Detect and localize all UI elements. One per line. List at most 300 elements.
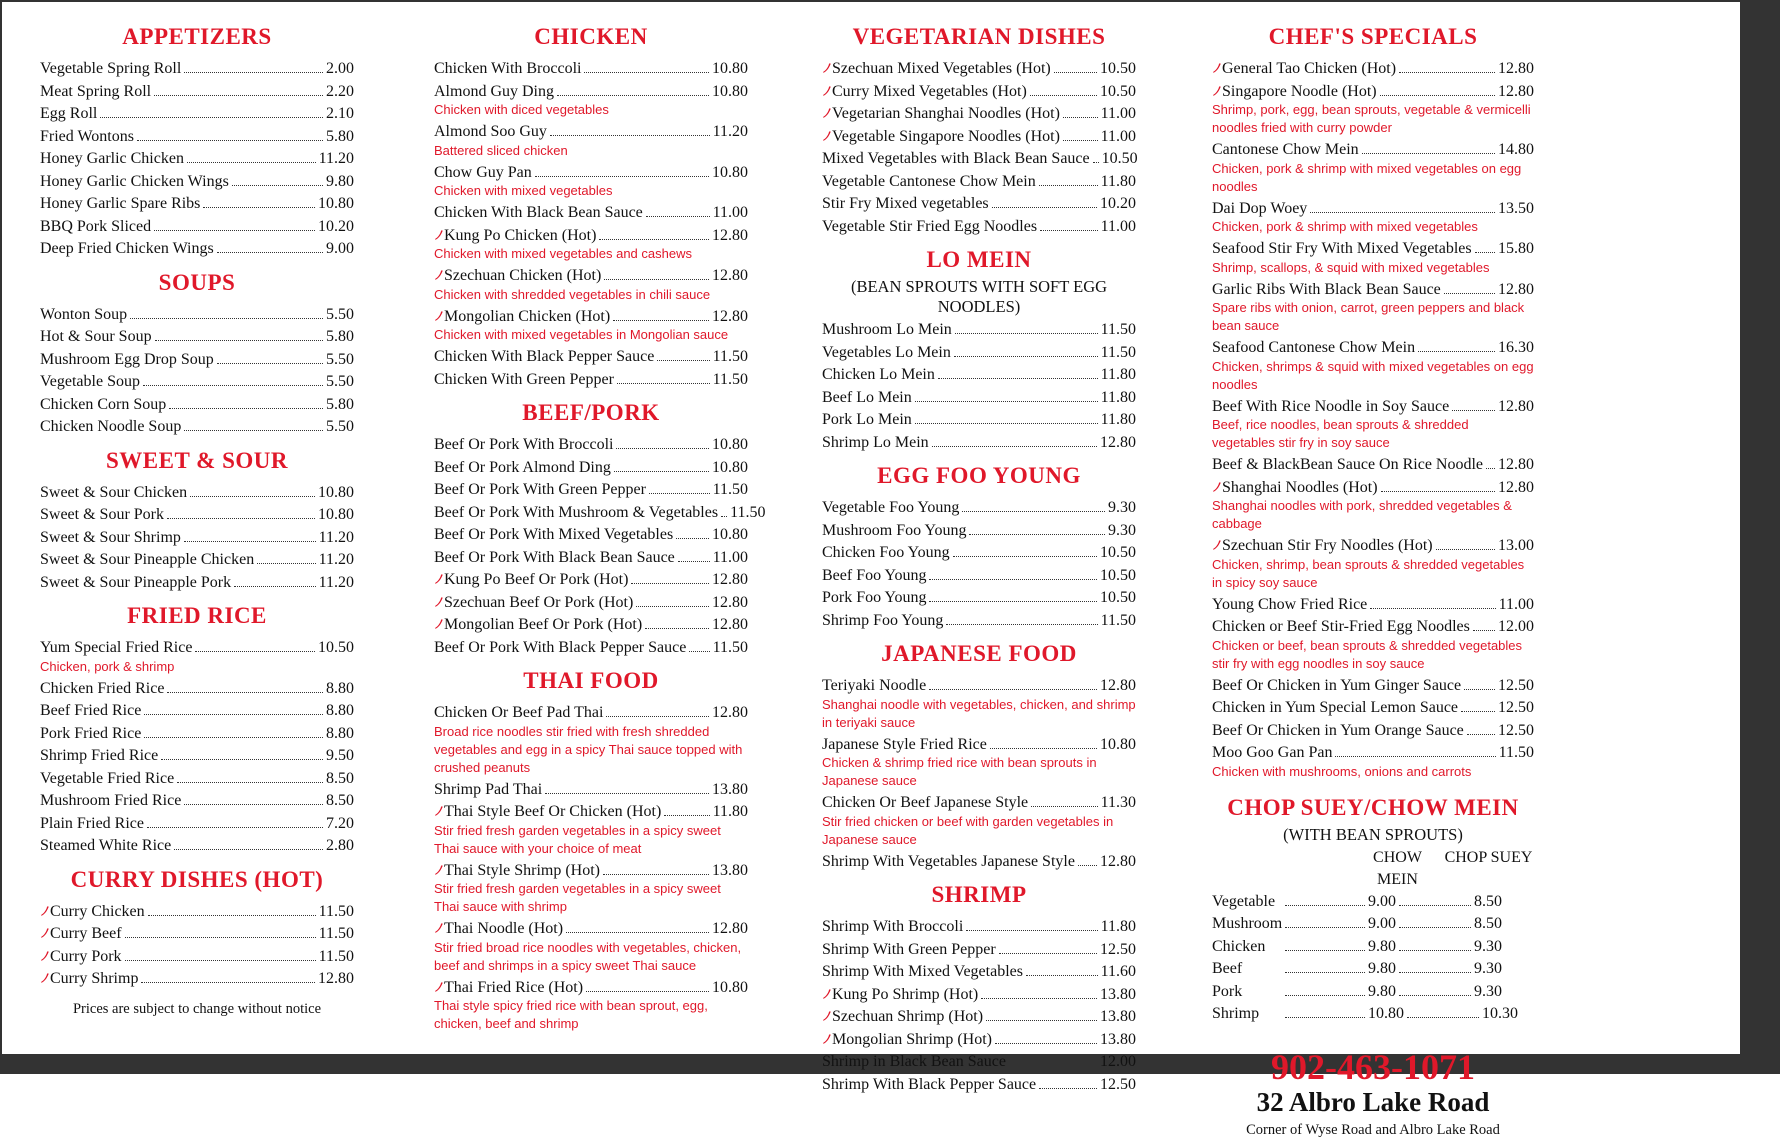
row-name: Vegetable bbox=[1212, 892, 1276, 910]
item-price: 11.50 bbox=[1100, 321, 1136, 338]
item-name-wrap bbox=[40, 171, 229, 194]
leader-dots bbox=[174, 849, 323, 850]
menu-item bbox=[822, 542, 1136, 565]
menu-item bbox=[822, 364, 1136, 387]
menu-item bbox=[434, 779, 748, 802]
item-name-wrap bbox=[40, 58, 181, 81]
item-name-wrap bbox=[434, 479, 646, 502]
item-name: Almond Guy Ding bbox=[434, 82, 554, 100]
leader-dots bbox=[217, 252, 323, 253]
menu-item bbox=[822, 148, 1136, 171]
item-name: Szechuan Beef Or Pork (Hot) bbox=[444, 593, 634, 611]
section-title: VEGETARIAN DISHES bbox=[852, 24, 1106, 49]
menu-section bbox=[40, 24, 354, 261]
menu-item bbox=[1212, 742, 1534, 765]
item-name-wrap bbox=[40, 700, 141, 723]
leader-dots bbox=[1399, 72, 1495, 73]
item-name-wrap bbox=[434, 702, 603, 725]
item-price: 12.80 bbox=[712, 593, 748, 611]
item-name: Beef Or Pork With Broccoli bbox=[434, 436, 614, 453]
item-name: Mushroom Foo Young bbox=[822, 521, 967, 539]
menu-item bbox=[434, 457, 748, 480]
item-name: Chicken or Beef Stir-Fried Egg Noodles bbox=[1212, 618, 1470, 635]
leader-dots bbox=[1054, 72, 1097, 73]
item-name-wrap bbox=[822, 520, 966, 543]
leader-dots bbox=[603, 874, 709, 875]
menu-item bbox=[434, 202, 748, 225]
menu-item bbox=[40, 371, 354, 394]
item-price: 12.80 bbox=[1498, 478, 1534, 496]
item-name-wrap bbox=[822, 103, 1060, 126]
item-price: 11.80 bbox=[1100, 411, 1136, 428]
item-price: 11.00 bbox=[712, 548, 748, 566]
leader-dots bbox=[566, 932, 709, 933]
menu-item bbox=[822, 610, 1136, 633]
row-name: Beef bbox=[1212, 960, 1243, 977]
menu-item bbox=[434, 918, 748, 941]
item-price: 11.50 bbox=[712, 638, 748, 656]
leader-dots bbox=[1486, 468, 1495, 469]
item-name-wrap bbox=[434, 637, 686, 660]
chop-suey-row bbox=[1212, 958, 1534, 981]
item-price: 11.50 bbox=[1100, 611, 1136, 629]
leader-dots bbox=[986, 1020, 1097, 1021]
menu-item bbox=[40, 193, 354, 216]
menu-item bbox=[40, 482, 354, 505]
menu-item bbox=[822, 319, 1136, 342]
item-name-wrap bbox=[40, 768, 174, 791]
section-title: JAPANESE FOOD bbox=[881, 641, 1077, 666]
section-title: THAI FOOD bbox=[523, 668, 659, 693]
menu-item bbox=[1212, 454, 1534, 477]
item-name: Mongolian Beef Or Pork (Hot) bbox=[444, 616, 643, 633]
item-name-wrap bbox=[40, 637, 192, 660]
item-name: Vegetarian Shanghai Noodles (Hot) bbox=[832, 105, 1060, 122]
item-name: Honey Garlic Chicken bbox=[40, 150, 184, 167]
item-price: 11.80 bbox=[1100, 388, 1136, 406]
item-name: Chicken With Black Bean Sauce bbox=[434, 204, 643, 221]
item-name: Chicken With Green Pepper bbox=[434, 370, 614, 388]
item-price: 14.80 bbox=[1498, 141, 1534, 158]
item-name: Curry Pork bbox=[50, 947, 122, 965]
leader-dots bbox=[1335, 756, 1495, 757]
item-name: BBQ Pork Sliced bbox=[40, 217, 152, 235]
item-name-wrap bbox=[40, 126, 134, 149]
item-name: Mongolian Chicken (Hot) bbox=[444, 307, 611, 325]
item-description: Chicken with diced vegetables bbox=[434, 102, 609, 117]
item-name-wrap bbox=[40, 81, 151, 104]
leader-dots bbox=[955, 333, 1098, 334]
item-price: 11.30 bbox=[1100, 794, 1136, 811]
chili-pepper-icon bbox=[434, 595, 443, 610]
leader-dots bbox=[614, 471, 709, 472]
item-price: 10.50 bbox=[1100, 566, 1136, 584]
item-description: Battered sliced chicken bbox=[434, 142, 568, 158]
item-name-wrap bbox=[434, 592, 633, 615]
menu-item bbox=[40, 968, 354, 991]
section-title: CHOP SUEY/CHOW MEIN bbox=[1227, 794, 1519, 820]
leader-dots bbox=[137, 140, 323, 141]
leader-dots bbox=[1063, 140, 1098, 141]
leader-dots bbox=[1473, 630, 1495, 631]
item-name: Mushroom Egg Drop Soup bbox=[40, 350, 214, 368]
item-price: 12.80 bbox=[712, 920, 748, 937]
item-name-wrap bbox=[822, 497, 959, 520]
item-name: Szechuan Mixed Vegetables (Hot) bbox=[832, 60, 1051, 77]
chow-mein-price: 9.80 bbox=[1368, 982, 1396, 1000]
item-name: Shrimp With Green Pepper bbox=[822, 940, 996, 958]
item-name-wrap bbox=[40, 148, 184, 171]
menu-column-3 bbox=[822, 24, 1136, 1105]
section-title: EGG FOO YOUNG bbox=[877, 463, 1081, 488]
item-price: 11.80 bbox=[1100, 366, 1136, 383]
menu-item bbox=[40, 678, 354, 701]
leader-dots bbox=[257, 563, 315, 564]
item-name: Beef Fried Rice bbox=[40, 702, 142, 719]
menu-section bbox=[40, 603, 354, 858]
item-price: 11.00 bbox=[1100, 217, 1136, 235]
leader-dots bbox=[1436, 549, 1495, 550]
item-price: 8.80 bbox=[326, 724, 354, 742]
item-name-wrap bbox=[1212, 742, 1332, 765]
item-name: Mixed Vegetables with Black Bean Sauce bbox=[822, 150, 1090, 167]
item-description: Chicken or beef, bean sprouts & shredded vegetables stir fry with egg noodles in soy sauce bbox=[1212, 637, 1523, 671]
item-name: Mushroom Lo Mein bbox=[822, 321, 952, 338]
item-name: Chicken Or Beef Japanese Style bbox=[822, 794, 1029, 811]
item-description: Stir fried fresh garden vegetables in a spicy sweet Thai sauce with shrimp bbox=[434, 881, 721, 914]
chili-pepper-icon bbox=[822, 84, 831, 99]
menu-item bbox=[40, 923, 354, 946]
section-title: APPETIZERS bbox=[122, 24, 272, 49]
item-price: 10.80 bbox=[318, 506, 354, 523]
menu-item bbox=[434, 479, 748, 502]
item-price: 12.80 bbox=[712, 307, 748, 325]
item-name: Beef Or Chicken in Yum Ginger Sauce bbox=[1212, 676, 1462, 694]
leader-dots bbox=[995, 1043, 1097, 1044]
item-name-wrap bbox=[1212, 58, 1396, 81]
item-name-wrap bbox=[40, 745, 158, 768]
item-name: Sweet & Sour Chicken bbox=[40, 483, 188, 501]
menu-item bbox=[1212, 58, 1534, 81]
leader-dots bbox=[676, 538, 709, 539]
item-name: Vegetable Spring Roll bbox=[40, 60, 182, 77]
item-name-wrap bbox=[822, 565, 926, 588]
item-price: 12.80 bbox=[1498, 60, 1534, 77]
item-name-wrap bbox=[434, 346, 654, 369]
menu-item bbox=[40, 171, 354, 194]
section-title: FRIED RICE bbox=[127, 603, 267, 628]
item-name-wrap bbox=[822, 364, 935, 387]
menu-item bbox=[434, 265, 748, 288]
menu-item bbox=[822, 171, 1136, 194]
menu-item bbox=[40, 835, 354, 858]
item-name-wrap bbox=[822, 342, 951, 365]
item-price: 12.80 bbox=[1100, 677, 1136, 694]
item-name-wrap bbox=[822, 409, 912, 432]
item-name-wrap bbox=[434, 918, 563, 941]
leader-dots bbox=[141, 982, 315, 983]
item-name: Pork Fried Rice bbox=[40, 724, 142, 742]
item-name-wrap bbox=[40, 901, 145, 924]
item-price: 12.80 bbox=[712, 704, 748, 721]
item-name-wrap bbox=[822, 1051, 1006, 1074]
item-price: 11.50 bbox=[730, 503, 766, 521]
item-price: 11.80 bbox=[712, 803, 748, 820]
item-name-wrap bbox=[822, 792, 1028, 815]
menu-item bbox=[1212, 477, 1534, 500]
menu-item bbox=[822, 81, 1136, 104]
item-name-wrap bbox=[434, 434, 613, 457]
item-name-wrap bbox=[434, 121, 547, 144]
item-price: 13.80 bbox=[1100, 1008, 1136, 1025]
item-name: Vegetable Soup bbox=[40, 373, 140, 390]
item-name-wrap bbox=[434, 202, 643, 225]
item-price: 11.80 bbox=[1100, 172, 1136, 190]
item-name-wrap bbox=[40, 549, 254, 572]
menu-item bbox=[434, 121, 748, 144]
item-description: Chicken with mixed vegetables bbox=[434, 183, 613, 198]
chili-pepper-icon bbox=[434, 980, 443, 995]
item-name: Curry Chicken bbox=[50, 902, 145, 920]
item-price: 5.80 bbox=[326, 127, 354, 145]
chili-pepper-icon bbox=[434, 572, 443, 587]
menu-item bbox=[1212, 594, 1534, 617]
item-name-wrap bbox=[822, 1029, 992, 1052]
item-name: Sweet & Sour Pineapple Pork bbox=[40, 573, 232, 591]
item-description: Shrimp, pork, egg, bean sprouts, vegetable & vermicelli noodles fried with curry powder bbox=[1212, 102, 1531, 135]
chop-suey-row bbox=[1212, 891, 1534, 914]
leader-dots bbox=[167, 692, 323, 693]
item-price: 9.30 bbox=[1108, 499, 1136, 516]
item-name-wrap bbox=[40, 504, 164, 527]
leader-dots bbox=[606, 716, 709, 717]
item-price: 12.80 bbox=[712, 267, 748, 284]
item-price: 12.80 bbox=[318, 970, 354, 987]
chili-pepper-icon bbox=[434, 309, 443, 324]
chop-suey-section bbox=[1212, 795, 1534, 1026]
menu-section bbox=[822, 463, 1136, 632]
menu-section bbox=[822, 882, 1136, 1096]
chop-suey-price: 9.30 bbox=[1474, 982, 1502, 1000]
item-price: 15.80 bbox=[1498, 240, 1534, 257]
item-name-wrap bbox=[1212, 675, 1461, 698]
item-name-wrap bbox=[1212, 81, 1377, 104]
leader-dots bbox=[1407, 1017, 1479, 1018]
chili-pepper-icon bbox=[40, 949, 49, 964]
item-price: 11.50 bbox=[712, 370, 748, 388]
item-name: Beef Or Pork With Black Bean Sauce bbox=[434, 548, 675, 566]
menu-item bbox=[822, 1074, 1136, 1097]
item-price: 5.80 bbox=[326, 328, 354, 345]
item-price: 10.50 bbox=[318, 639, 354, 656]
leader-dots bbox=[177, 782, 323, 783]
item-price: 11.20 bbox=[712, 123, 748, 140]
item-name: Shrimp Pad Thai bbox=[434, 780, 543, 798]
item-name-wrap bbox=[40, 371, 140, 394]
item-name: Beef Foo Young bbox=[822, 566, 927, 584]
item-price: 11.50 bbox=[1100, 343, 1136, 361]
leader-dots bbox=[954, 356, 1098, 357]
item-name: Shrimp Foo Young bbox=[822, 611, 944, 629]
menu-item bbox=[40, 790, 354, 813]
menu-item bbox=[40, 326, 354, 349]
leader-dots bbox=[1285, 950, 1365, 951]
item-description: Beef, rice noodles, bean sprouts & shredded vegetables stir fry in soy sauce bbox=[1212, 417, 1469, 450]
leader-dots bbox=[932, 446, 1097, 447]
menu-item bbox=[434, 801, 748, 824]
chop-suey-price: 9.30 bbox=[1474, 937, 1502, 955]
row-name: Chicken bbox=[1212, 937, 1266, 955]
item-price: 10.80 bbox=[712, 978, 748, 996]
item-name-wrap bbox=[434, 614, 642, 637]
menu-item bbox=[822, 734, 1136, 757]
item-name-wrap bbox=[822, 734, 987, 757]
item-price: 9.30 bbox=[1108, 521, 1136, 539]
chili-pepper-icon bbox=[1212, 538, 1221, 553]
item-name-wrap bbox=[822, 58, 1051, 81]
item-price: 10.80 bbox=[712, 163, 748, 181]
item-name-wrap bbox=[40, 968, 138, 991]
leader-dots bbox=[962, 511, 1105, 512]
leader-dots bbox=[646, 216, 710, 217]
item-name: Beef Or Chicken in Yum Orange Sauce bbox=[1212, 721, 1464, 739]
leader-dots bbox=[604, 279, 709, 280]
menu-item bbox=[822, 432, 1136, 455]
item-price: 12.50 bbox=[1100, 1075, 1136, 1093]
item-name: Curry Shrimp bbox=[50, 970, 139, 987]
menu-item bbox=[434, 614, 748, 637]
item-name: Thai Style Shrimp (Hot) bbox=[444, 861, 600, 879]
item-name-wrap bbox=[822, 387, 912, 410]
item-price: 8.50 bbox=[326, 792, 354, 809]
item-name-wrap bbox=[40, 923, 122, 946]
item-name: Chicken With Black Pepper Sauce bbox=[434, 348, 655, 365]
leader-dots bbox=[1039, 1088, 1097, 1089]
item-name-wrap bbox=[434, 547, 675, 570]
item-name-wrap bbox=[40, 946, 122, 969]
item-price: 2.00 bbox=[326, 60, 354, 77]
chili-pepper-icon bbox=[40, 971, 49, 986]
item-name: Stir Fry Mixed vegetables bbox=[822, 195, 989, 212]
item-name-wrap bbox=[40, 238, 214, 261]
item-name: General Tao Chicken (Hot) bbox=[1222, 60, 1397, 77]
item-name: Vegetable Singapore Noodles (Hot) bbox=[832, 127, 1060, 145]
item-name: Szechuan Stir Fry Noodles (Hot) bbox=[1222, 537, 1433, 554]
menu-section bbox=[434, 400, 766, 659]
item-name-wrap bbox=[822, 171, 1036, 194]
leader-dots bbox=[184, 430, 323, 431]
menu-item bbox=[822, 342, 1136, 365]
leader-dots bbox=[535, 176, 709, 177]
leader-dots bbox=[1399, 995, 1471, 996]
section-title: CURRY DISHES (HOT) bbox=[70, 866, 324, 892]
item-name: Vegetables Lo Mein bbox=[822, 343, 951, 361]
chow-mein-price: 10.80 bbox=[1368, 1005, 1404, 1022]
leader-dots bbox=[217, 363, 323, 364]
item-name-wrap bbox=[40, 416, 181, 439]
leader-dots bbox=[584, 72, 709, 73]
item-price: 5.50 bbox=[326, 305, 354, 323]
item-price: 12.80 bbox=[1498, 456, 1534, 473]
leader-dots bbox=[184, 804, 323, 805]
item-name: Kung Po Chicken (Hot) bbox=[444, 226, 597, 244]
leader-dots bbox=[190, 496, 315, 497]
row-name: Shrimp bbox=[1212, 1005, 1260, 1022]
item-description: Chicken, pork & shrimp bbox=[40, 658, 175, 674]
item-description: Chicken & shrimp fried rice with bean sprouts in Japanese sauce bbox=[822, 755, 1097, 788]
item-price: 9.00 bbox=[326, 240, 354, 257]
leader-dots bbox=[155, 340, 323, 341]
item-name: Moo Goo Gan Pan bbox=[1212, 744, 1333, 761]
leader-dots bbox=[1285, 995, 1365, 996]
item-description: Shrimp, scallops, & squid with mixed vegetables bbox=[1212, 259, 1490, 275]
menu-item bbox=[434, 502, 766, 525]
item-price: 12.50 bbox=[1498, 721, 1534, 739]
item-name-wrap bbox=[1212, 396, 1449, 419]
item-name-wrap bbox=[1212, 139, 1359, 162]
item-description: Chicken, shrimps & squid with mixed vegetables on egg noodles bbox=[1212, 358, 1534, 392]
menu-item bbox=[434, 225, 748, 248]
leader-dots bbox=[645, 628, 709, 629]
item-name: Dai Dop Woey bbox=[1212, 199, 1308, 217]
menu-item bbox=[822, 961, 1136, 984]
leader-dots bbox=[1078, 865, 1097, 866]
item-name: Chicken With Broccoli bbox=[434, 60, 582, 77]
menu-item bbox=[40, 81, 354, 104]
item-name: Curry Beef bbox=[50, 925, 122, 942]
item-name: Szechuan Shrimp (Hot) bbox=[832, 1008, 984, 1025]
item-name: Chicken in Yum Special Lemon Sauce bbox=[1212, 699, 1459, 716]
item-price: 12.80 bbox=[1498, 397, 1534, 415]
item-description: Chicken with shredded vegetables in chili sauce bbox=[434, 286, 711, 302]
item-name: Pork Foo Young bbox=[822, 589, 927, 606]
section-title: SHRIMP bbox=[931, 882, 1027, 907]
item-description: Broad rice noodles stir fried with fresh shredded vegetables and egg in a spicy Thai sauce topped with crushed peanuts bbox=[434, 723, 743, 775]
item-name: Curry Mixed Vegetables (Hot) bbox=[832, 82, 1027, 100]
menu-section bbox=[434, 668, 748, 1033]
item-name-wrap bbox=[434, 369, 614, 392]
item-price: 12.80 bbox=[712, 616, 748, 633]
item-name-wrap bbox=[434, 524, 673, 547]
leader-dots bbox=[689, 651, 709, 652]
item-name: Thai Style Beef Or Chicken (Hot) bbox=[444, 803, 662, 820]
item-name-wrap bbox=[822, 939, 996, 962]
item-price: 12.00 bbox=[1100, 1053, 1136, 1070]
leader-dots bbox=[1063, 117, 1098, 118]
item-name-wrap bbox=[822, 961, 1023, 984]
item-price: 10.50 bbox=[1100, 589, 1136, 606]
item-name: Meat Spring Roll bbox=[40, 82, 152, 100]
item-name-wrap bbox=[1212, 337, 1415, 360]
menu-item bbox=[434, 977, 748, 1000]
item-name-wrap bbox=[434, 306, 610, 329]
leader-dots bbox=[203, 207, 315, 208]
item-price: 13.80 bbox=[1100, 1030, 1136, 1048]
menu-item bbox=[40, 416, 354, 439]
item-name: Chicken Foo Young bbox=[822, 544, 950, 561]
item-price: 5.50 bbox=[326, 373, 354, 390]
leader-dots bbox=[125, 960, 316, 961]
item-name: Teriyaki Noodle bbox=[822, 677, 927, 694]
item-name-wrap bbox=[1212, 454, 1483, 477]
leader-dots bbox=[1030, 95, 1097, 96]
chop-suey-header-label: CHOP SUEY bbox=[1444, 848, 1533, 866]
chili-pepper-icon bbox=[1212, 61, 1221, 76]
chop-suey-price: 8.50 bbox=[1474, 915, 1502, 932]
leader-dots bbox=[1026, 975, 1098, 976]
item-price: 13.80 bbox=[712, 780, 748, 798]
chili-pepper-icon bbox=[434, 921, 443, 936]
